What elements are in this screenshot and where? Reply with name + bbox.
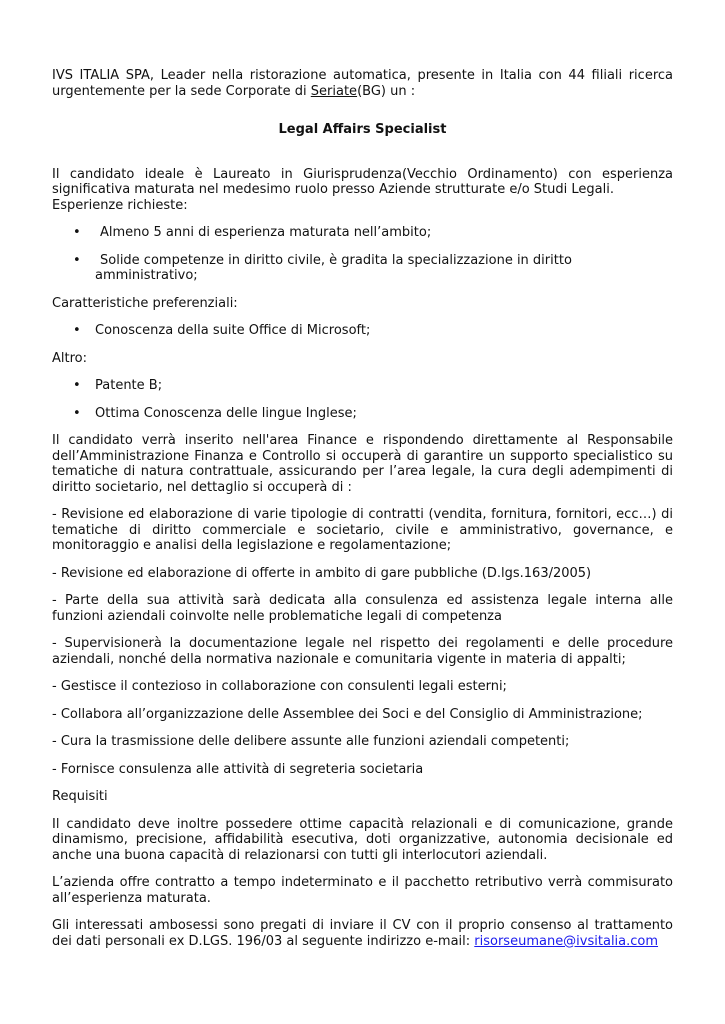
list-item-text: Almeno 5 anni di esperienza maturata nell’ambito; — [100, 225, 432, 240]
intro-text-after: (BG) un : — [357, 83, 416, 99]
task-item: - Revisione ed elaborazione di offerte in ambito di gare pubbliche (D.lgs.163/2005) — [52, 565, 592, 581]
preferred-heading: Caratteristiche preferenziali: — [52, 295, 238, 311]
candidate-profile: Il candidato ideale è Laureato in Giurisprudenza(Vecchio Ordinamento) con esperienza significativa maturata nel medesimo ruolo presso Aziende strutturate e/o Studi Legali. — [52, 166, 673, 197]
task-item: - Collabora all’organizzazione delle Assemblee dei Soci e del Consiglio di Amministrazione; — [52, 706, 643, 722]
list-item — [52, 378, 673, 394]
bullet-icon: • — [73, 252, 81, 268]
email-link[interactable]: risorseumane@ivsitalia.com — [474, 933, 659, 949]
offer-text: L’azienda offre contratto a tempo indeterminato e il pacchetto retributivo verrà commisurato all’esperienza maturata. — [52, 875, 673, 906]
job-title: Legal Affairs Specialist — [278, 122, 447, 137]
task-item: - Fornisce consulenza alle attività di segreteria societaria — [52, 761, 424, 777]
task-item: - Parte della sua attività sarà dedicata alla consulenza ed assistenza legale interna alle funzioni aziendali coinvolte nelle problematiche legali di competenza — [52, 593, 673, 624]
list-item-text: Solide competenze in diritto civile, è gradita la specializzazione in diritto amministrativo; — [95, 252, 572, 283]
requirements-heading: Requisiti — [52, 789, 108, 804]
other-list — [52, 378, 673, 421]
intro-text-before: IVS ITALIA SPA, Leader nella ristorazione automatica, presente in Italia con 44 filiali ricerca urgentemente per la sede Corporate di — [52, 68, 673, 99]
list-item — [52, 253, 673, 284]
task-item: - Supervisionerà la documentazione legale nel rispetto dei regolamenti e delle procedure aziendali, nonché della normativa nazionale e comunitaria vigente in materia di appalti; — [52, 636, 673, 667]
list-item-text: Patente B; — [95, 378, 163, 393]
contact-text: Gli interessati ambosessi sono pregati di inviare il CV con il proprio consenso al trattamento dei dati personali ex D.LGS. 196/03 al seguente indirizzo e-mail: — [52, 918, 673, 949]
list-item — [52, 225, 673, 241]
preferred-list — [52, 323, 673, 339]
role-description: Il candidato verrà inserito nell'area Finance e rispondendo direttamente al Responsabile dell’Amministrazione Finanza e Controllo si occuperà di garantire un supporto specialistico su tematiche di natura contrattuale, assicurando per l’area legale, la cura degli adempimenti di diritto societario, nel dettaglio si occuperà di : — [52, 433, 673, 495]
document-body — [52, 68, 673, 961]
intro-paragraph — [52, 68, 673, 99]
list-item-text: Ottima Conoscenza delle lingue Inglese; — [95, 405, 357, 421]
contact-paragraph — [52, 918, 673, 949]
bullet-icon: • — [73, 323, 81, 338]
bullet-icon: • — [73, 405, 81, 421]
experience-list — [52, 225, 673, 284]
experience-heading: Esperienze richieste: — [52, 197, 188, 213]
intro-location: Seriate — [310, 83, 358, 99]
list-item — [52, 406, 673, 422]
bullet-icon: • — [73, 225, 81, 240]
bullet-icon: • — [73, 378, 81, 393]
other-heading: Altro: — [52, 350, 87, 366]
task-item: - Cura la trasmissione delle delibere assunte alle funzioni aziendali competenti; — [52, 734, 570, 749]
task-item: - Gestisce il contezioso in collaborazione con consulenti legali esterni; — [52, 679, 507, 694]
task-item: - Revisione ed elaborazione di varie tipologie di contratti (vendita, fornitura, fornitori, ecc…) di tematiche di diritto commerciale e societario, civile e amministrativo, governance, e monitoraggio e analisi della legislazione e regolamentazione; — [52, 507, 673, 553]
list-item-text: Conoscenza della suite Office di Microsoft; — [95, 323, 371, 338]
list-item — [52, 323, 673, 339]
requirements-text: Il candidato deve inoltre possedere ottime capacità relazionali e di comunicazione, grande dinamismo, precisione, affidabilità esecutiva, doti organizzative, autonomia decisionale ed anche una buona capacità di relazionarsi con tutti gli interlocutori aziendali. — [52, 816, 673, 863]
